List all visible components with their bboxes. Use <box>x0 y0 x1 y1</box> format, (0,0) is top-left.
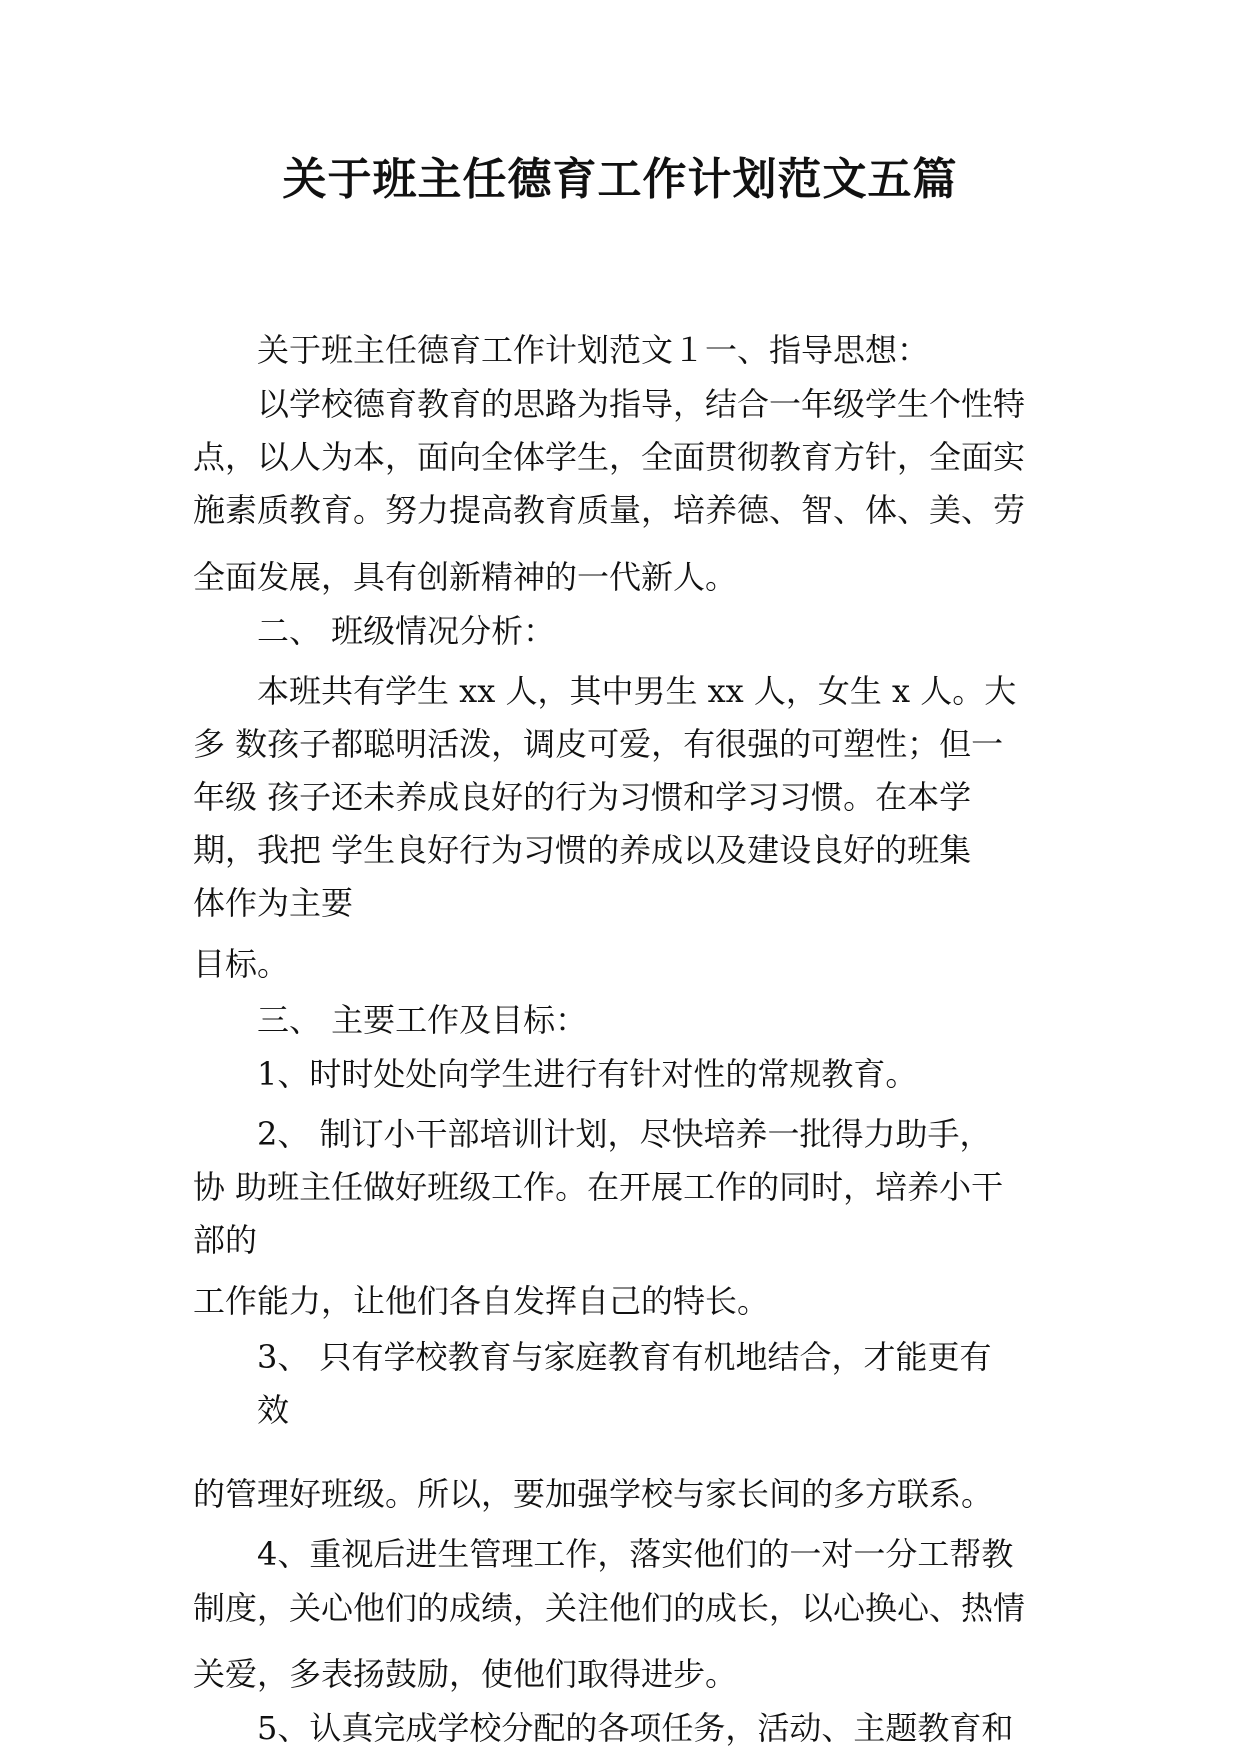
text-line: 体作为主要 <box>193 884 354 922</box>
text-line: 部的 <box>193 1221 258 1259</box>
text-line: 二、 班级情况分析： <box>257 612 556 650</box>
text-line: 关于班主任德育工作计划范文１一、指导思想： <box>257 331 930 369</box>
text-line: 期，我把 学生良好行为习惯的养成以及建设良好的班集 <box>193 831 972 869</box>
text-line: 工作能力，让他们各自发挥自己的特长。 <box>193 1282 770 1320</box>
text-line: 效 <box>257 1391 290 1429</box>
text-line: 2、 制订小干部培训计划，尽快培养一批得力助手， <box>257 1115 992 1153</box>
text-line: 目标。 <box>193 945 290 983</box>
text-line: 施素质教育。努力提高教育质量，培养德、智、体、美、劳 <box>193 491 1026 529</box>
text-line: 5、认真完成学校分配的各项任务，活动、主题教育和 <box>257 1709 1014 1747</box>
text-line: 1、时时处处向学生进行有针对性的常规教育。 <box>257 1055 918 1093</box>
text-line: 本班共有学生 xx 人，其中男生 xx 人，女生 x 人。大 <box>257 672 1017 710</box>
text-line: 多 数孩子都聪明活泼，调皮可爱，有很强的可塑性；但一 <box>193 725 1004 763</box>
text-line: 三、 主要工作及目标： <box>257 1001 588 1039</box>
text-line: 关爱，多表扬鼓励，使他们取得进步。 <box>193 1655 738 1693</box>
text-line: 全面发展，具有创新精神的一代新人。 <box>193 558 738 596</box>
text-line: 3、 只有学校教育与家庭教育有机地结合，才能更有 <box>257 1338 992 1376</box>
text-line: 点，以人为本，面向全体学生，全面贯彻教育方针，全面实 <box>193 438 1026 476</box>
text-line: 年级 孩子还未养成良好的行为习惯和学习习惯。在本学 <box>193 778 972 816</box>
text-line: 制度，关心他们的成绩，关注他们的成长，以心换心、热情 <box>193 1589 1026 1627</box>
text-line: 协 助班主任做好班级工作。在开展工作的同时，培养小干 <box>193 1168 1004 1206</box>
text-line: 的管理好班级。所以，要加强学校与家长间的多方联系。 <box>193 1475 994 1513</box>
document-title: 关于班主任德育工作计划范文五篇 <box>282 154 958 205</box>
text-line: 以学校德育教育的思路为指导，结合一年级学生个性特 <box>257 385 1026 423</box>
text-line: 4、重视后进生管理工作，落实他们的一对一分工帮教 <box>257 1535 1014 1573</box>
